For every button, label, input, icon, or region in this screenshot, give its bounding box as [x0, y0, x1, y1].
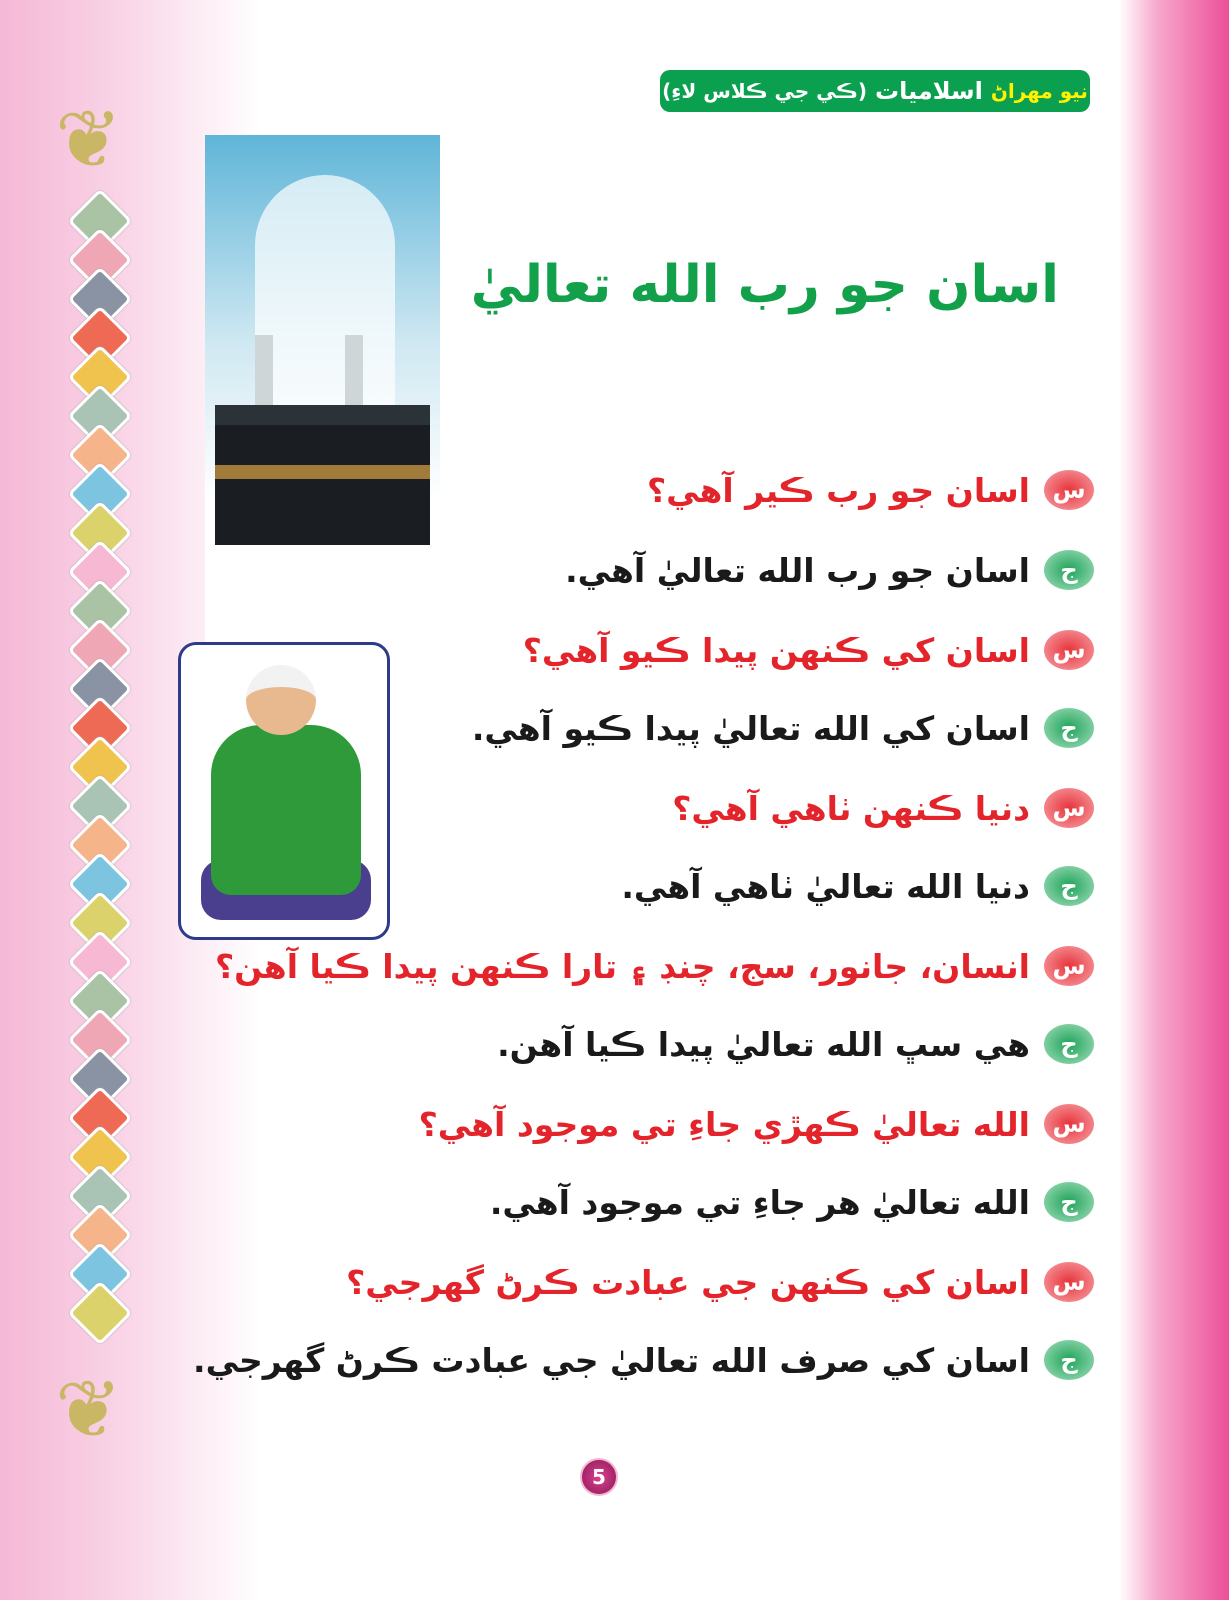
page-title: اسان جو رب الله تعاليٰ — [470, 255, 1059, 315]
question-row — [346, 1262, 1094, 1302]
question-badge: س — [1044, 470, 1094, 510]
question-text: الله تعاليٰ ڪهڙي جاءِ تي موجود آهي؟ — [418, 1104, 1030, 1144]
question-text: اسان جو رب ڪير آهي؟ — [646, 470, 1030, 510]
answer-row — [193, 1340, 1094, 1380]
question-row — [419, 1104, 1094, 1144]
answer-badge: ج — [1044, 1340, 1094, 1380]
question-text: اسان کي ڪنهن جي عبادت ڪرڻ گهرجي؟ — [346, 1262, 1030, 1302]
praying-boy-illustration — [178, 642, 390, 940]
diamond-ornament — [67, 1280, 132, 1345]
book-header — [660, 70, 1090, 112]
question-badge: س — [1044, 630, 1094, 670]
question-badge: س — [1044, 1104, 1094, 1144]
answer-row — [497, 1024, 1094, 1064]
ornament-corner-bottom: ❦ — [55, 1363, 123, 1456]
answer-row — [472, 708, 1094, 748]
question-row — [523, 630, 1094, 670]
question-badge: س — [1044, 788, 1094, 828]
answer-text: اسان کي صرف الله تعاليٰ جي عبادت ڪرڻ گهرجي. — [193, 1340, 1030, 1380]
page-number: 5 — [580, 1458, 618, 1496]
kaaba-illustration — [160, 135, 485, 660]
ornament-corner-top: ❦ — [55, 93, 123, 186]
answer-badge: ج — [1044, 708, 1094, 748]
question-row — [647, 470, 1094, 510]
question-text: انسان، جانور، سج، چنڊ ۽ تارا ڪنهن پيدا ڪيا آهن؟ — [214, 946, 1030, 986]
answer-text: دنيا الله تعاليٰ ٺاهي آهي. — [621, 866, 1030, 906]
answer-text: اسان جو رب الله تعاليٰ آهي. — [565, 550, 1030, 590]
answer-row — [621, 866, 1094, 906]
diamond-border — [70, 205, 130, 1336]
class-level: (ڪي جي ڪلاس لاءِ) — [662, 79, 867, 103]
question-row — [672, 788, 1094, 828]
question-badge: س — [1044, 946, 1094, 986]
answer-badge: ج — [1044, 550, 1094, 590]
subject-name: اسلاميات — [874, 77, 983, 105]
answer-row — [490, 1182, 1094, 1222]
question-text: اسان کي ڪنهن پيدا ڪيو آهي؟ — [522, 630, 1030, 670]
question-text: دنيا ڪنهن ٺاهي آهي؟ — [672, 788, 1030, 828]
answer-badge: ج — [1044, 866, 1094, 906]
answer-badge: ج — [1044, 1182, 1094, 1222]
question-badge: س — [1044, 1262, 1094, 1302]
answer-text: الله تعاليٰ هر جاءِ تي موجود آهي. — [489, 1182, 1030, 1222]
series-name: نيو مهراڻ — [990, 79, 1088, 103]
answer-text: هي سڀ الله تعاليٰ پيدا ڪيا آهن. — [497, 1024, 1030, 1064]
answer-text: اسان کي الله تعاليٰ پيدا ڪيو آهي. — [471, 708, 1030, 748]
answer-row — [565, 550, 1094, 590]
right-pink-strip — [1119, 0, 1229, 1600]
question-row — [215, 946, 1094, 986]
answer-badge: ج — [1044, 1024, 1094, 1064]
